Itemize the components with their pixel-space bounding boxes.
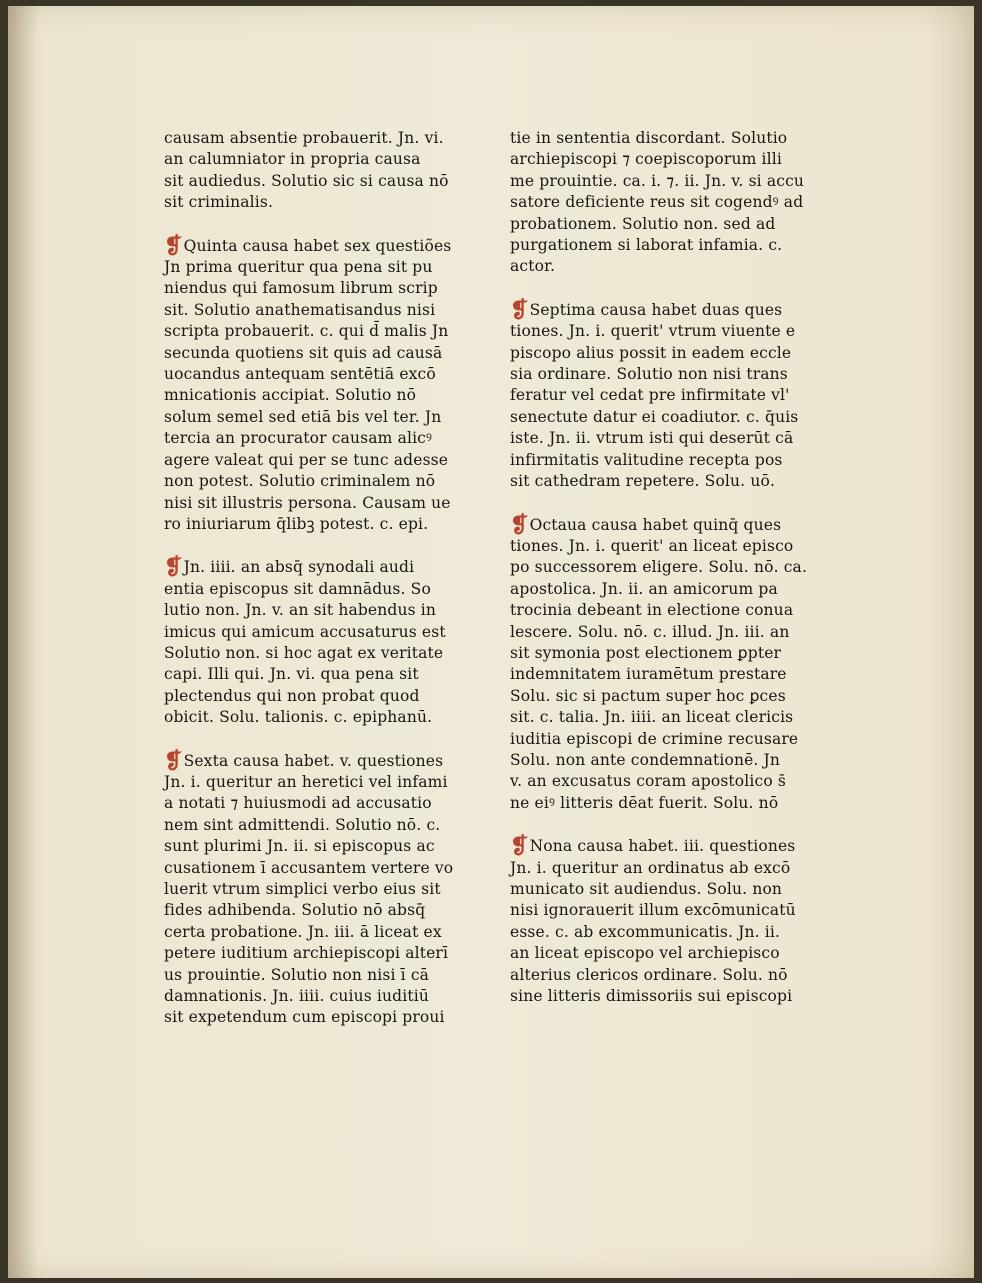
text-line: indemnitatem iuramētum prestare <box>510 665 787 684</box>
text-line: a notati ⁊ huiusmodi ad accusatio <box>164 794 432 813</box>
text-line: Solu. sic si pactum super hoc ꝑces <box>510 686 786 705</box>
text-line: imicus qui amicum accusaturus est <box>164 622 446 641</box>
left-text-column <box>164 128 484 1029</box>
rubric-paraph-mark: ❡ <box>164 554 183 581</box>
text-line: non potest. Solutio criminalem nō <box>164 472 436 491</box>
text-line: Jn. i. queritur an heretici vel infami <box>164 772 448 791</box>
text-paragraph <box>164 232 484 536</box>
text-line: lescere. Solu. nō. c. illud. Jn. iii. an <box>510 622 790 641</box>
text-line: sit. Solutio anathematisandus nisi <box>164 300 436 319</box>
text-line: municato sit audiendus. Solu. non <box>510 880 783 898</box>
paragraph-gap <box>164 729 484 751</box>
page-gutter-shadow <box>8 6 38 1278</box>
text-line: obicit. Solu. talionis. c. epiphanū. <box>164 708 433 727</box>
text-line: ❡Nona causa habet. iii. questiones <box>510 833 796 860</box>
text-line: tiones. Jn. i. querit' an liceat episco <box>510 536 794 555</box>
text-paragraph <box>164 747 484 1029</box>
text-line: ro iniuriarum q̄libꝫ potest. c. epi. <box>164 514 429 533</box>
text-line: solum semel sed etiā bis vel ter. Jn <box>164 407 442 426</box>
text-line: v. an excusatus coram apostolico s̄ <box>510 772 786 791</box>
text-line: petere iuditium archiepiscopi alterī <box>164 944 449 963</box>
text-line: ❡Jn. iiii. an absq̄ synodali audi <box>164 554 415 581</box>
text-line: sia ordinare. Solutio non nisi trans <box>510 365 788 384</box>
text-paragraph <box>510 511 830 815</box>
text-line: sine litteris dimissoriis sui episcopi <box>510 987 793 1006</box>
text-line: sit criminalis. <box>164 193 274 212</box>
text-line: an liceat episcopo vel archiepisco <box>510 944 780 963</box>
rubric-paraph-mark: ❡ <box>510 296 529 323</box>
text-line: trocinia debeant in electione conua <box>510 601 794 620</box>
text-line: Jn. i. queritur an ordinatus ab excō <box>510 858 791 877</box>
text-paragraph <box>510 833 830 1007</box>
text-line: plectendus qui non probat quod <box>164 686 420 705</box>
text-line: nisi sit illustris persona. Causam ue <box>164 493 451 512</box>
text-paragraph <box>164 128 484 214</box>
text-line: ❡Sexta causa habet. v. questiones <box>164 747 444 774</box>
text-line: infirmitatis valitudine recepta pos <box>510 450 783 469</box>
text-line: capi. Illi qui. Jn. vi. qua pena sit <box>164 665 419 684</box>
text-line: nem sint admittendi. Solutio nō. c. <box>164 815 441 834</box>
text-line: damnationis. Jn. iiii. cuius iuditiū <box>164 987 429 1006</box>
text-line: Solu. non ante condemnationē. Jn <box>510 750 781 769</box>
text-line: senectute datur ei coadiutor. c. q̄uis <box>510 407 799 426</box>
text-paragraph <box>510 128 830 278</box>
text-paragraph <box>510 296 830 493</box>
paragraph-gap <box>164 214 484 236</box>
rubric-paraph-mark: ❡ <box>164 232 183 259</box>
text-line: sit expetendum cum episcopi proui <box>164 1008 445 1027</box>
text-line: certa probatione. Jn. iii. ā liceat ex <box>164 922 442 941</box>
rubric-paraph-mark: ❡ <box>510 833 529 860</box>
text-line: scripta probauerit. c. qui d̄ malis Jn <box>164 322 449 341</box>
text-line: sunt plurimi Jn. ii. si episcopus ac <box>164 837 435 856</box>
text-line: iuditia episcopi de crimine recusare <box>510 729 799 748</box>
text-line: sit symonia post electionem ꝑpter <box>510 643 782 662</box>
rubric-paraph-mark: ❡ <box>510 511 529 538</box>
paragraph-gap <box>510 814 830 836</box>
paragraph-gap <box>510 493 830 515</box>
text-line: sit. c. talia. Jn. iiii. an liceat clericis <box>510 708 794 727</box>
text-line: tie in sententia discordant. Solutio <box>510 129 788 147</box>
text-line: probationem. Solutio non. sed ad <box>510 214 776 233</box>
text-line: sit cathedram repetere. Solu. uō. <box>510 472 776 491</box>
text-line: purgationem si laborat infamia. c. <box>510 236 783 255</box>
text-line: tercia an procurator causam alicꝰ <box>164 429 433 448</box>
text-line: agere valeat qui per se tunc adesse <box>164 450 449 469</box>
text-line: Jn prima queritur qua pena sit pu <box>164 258 433 277</box>
text-line: niendus qui famosum librum scrip <box>164 279 438 298</box>
text-line: alterius clericos ordinare. Solu. nō <box>510 965 788 984</box>
text-line: ❡Septima causa habet duas ques <box>510 296 783 323</box>
manuscript-page <box>8 6 974 1278</box>
rubric-paraph-mark: ❡ <box>164 747 183 774</box>
paragraph-gap <box>510 278 830 300</box>
text-line: entia episcopus sit damnādus. So <box>164 579 431 598</box>
text-line: sit audiedus. Solutio sic si causa nō <box>164 171 449 190</box>
text-line: an calumniator in propria causa <box>164 150 421 169</box>
text-line: ❡Octaua causa habet quinq̄ ques <box>510 511 782 538</box>
text-line: lutio non. Jn. v. an sit habendus in <box>164 601 437 620</box>
text-line: ne eiꝰ litteris dēat fuerit. Solu. nō <box>510 793 779 812</box>
text-line: piscopo alius possit in eadem eccle <box>510 343 792 362</box>
text-paragraph <box>164 554 484 728</box>
text-line: cusationem ī accusantem vertere vo <box>164 858 454 877</box>
text-line: apostolica. Jn. ii. an amicorum pa <box>510 579 778 598</box>
text-line: secunda quotiens sit quis ad causā <box>164 343 443 362</box>
text-line: tiones. Jn. i. querit' vtrum viuente e <box>510 322 796 341</box>
text-line: feratur vel cedat pre infirmitate vl' <box>510 386 790 405</box>
text-line: archiepiscopi ⁊ coepiscoporum illi <box>510 150 782 169</box>
right-text-column <box>510 128 830 1007</box>
text-line: uocandus antequam sentētiā excō <box>164 365 436 384</box>
text-line: ❡Quinta causa habet sex questiões <box>164 232 452 259</box>
text-line: satore deficiente reus sit cogendꝰ ad <box>510 193 804 212</box>
text-line: po successorem eligere. Solu. nō. ca. <box>510 558 808 577</box>
text-line: me prouintie. ca. i. ⁊. ii. Jn. v. si accu <box>510 171 805 190</box>
text-line: Solutio non. si hoc agat ex veritate <box>164 643 444 662</box>
text-line: nisi ignorauerit illum excōmunicatū <box>510 901 796 920</box>
text-line: causam absentie probauerit. Jn. vi. <box>164 129 444 147</box>
text-line: mnicationis accipiat. Solutio nō <box>164 386 417 405</box>
text-line: fides adhibenda. Solutio nō absq̄ <box>164 901 426 920</box>
paragraph-gap <box>164 535 484 557</box>
text-line: luerit vtrum simplici verbo eius sit <box>164 880 441 898</box>
text-line: us prouintie. Solutio non nisi ī cā <box>164 965 430 984</box>
text-line: iste. Jn. ii. vtrum isti qui deserūt cā <box>510 429 794 448</box>
text-line: esse. c. ab excommunicatis. Jn. ii. <box>510 922 781 941</box>
text-line: actor. <box>510 257 556 276</box>
